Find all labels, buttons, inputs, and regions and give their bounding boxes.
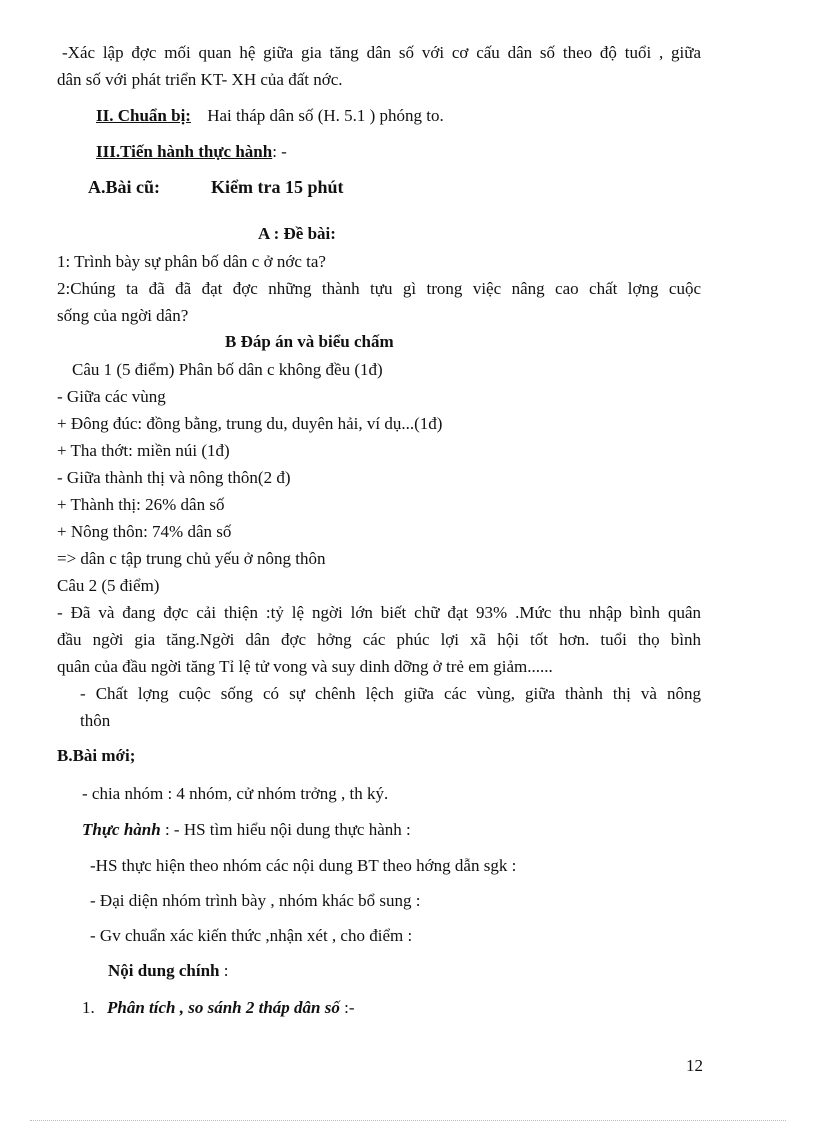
procedure-label: III.Tiến hành thực hành: [96, 142, 273, 161]
main-content-suffix: :: [223, 961, 229, 980]
old-lesson-label: A.Bài cũ:: [88, 177, 160, 197]
answer-line: + Đông đúc: đồng bằng, trung du, duyên hải, ví dụ...(1đ): [57, 414, 443, 433]
item-1-number: 1.: [82, 998, 95, 1017]
answer-2-line-3: quân của đầu ngời tăng Tỉ lệ tử vong và suy dinh dỡng ở trẻ em giảm......: [57, 657, 553, 676]
preparation-row: [96, 106, 444, 126]
practice-label: Thực hành: [82, 820, 161, 839]
practice-row: [82, 820, 411, 840]
answer-2-line-1: - Đã và đang đợc cải thiện :tỷ lệ ngời lớn biết chữ đạt 93% .Mức thu nhập bình quân: [57, 603, 701, 622]
answer-line: => dân c tập trung chủ yếu ở nông thôn: [57, 549, 326, 568]
page-number: 12: [686, 1056, 703, 1075]
group-line: - chia nhóm : 4 nhóm, cử nhóm trởng , th ký.: [82, 784, 389, 803]
new-lesson-label: B.Bài mới;: [57, 746, 136, 765]
step-1: -HS thực hiện theo nhóm các nội dung BT theo hớng dẫn sgk :: [90, 856, 517, 875]
answer-line: Câu 1 (5 điểm) Phân bố dân c không đều (1đ): [72, 360, 383, 379]
step-2: - Đại diện nhóm trình bày , nhóm khác bổ sung :: [90, 891, 421, 910]
footer-rule: [30, 1120, 786, 1121]
exam-heading: A : Đề bài:: [258, 224, 336, 243]
objective-line-1: -Xác lập đợc mối quan hệ giữa gia tăng dân số với cơ cấu dân số theo độ tuổi , giữa: [62, 43, 701, 62]
preparation-text: Hai tháp dân số (H. 5.1 ) phóng to.: [207, 106, 444, 125]
procedure-suffix: : -: [272, 142, 287, 161]
answer-line: + Tha thớt: miền núi (1đ): [57, 441, 230, 460]
exam-question-2-line-2: sống của ngời dân?: [57, 306, 189, 325]
answer-line: + Nông thôn: 74% dân số: [57, 522, 232, 541]
preparation-label: II. Chuẩn bị:: [96, 106, 191, 125]
old-lesson-text: Kiểm tra 15 phút: [211, 177, 344, 197]
procedure-row: [96, 142, 287, 162]
answers-heading: B Đáp án và biểu chấm: [225, 332, 394, 351]
step-3: - Gv chuẩn xác kiến thức ,nhận xét , cho điểm :: [90, 926, 413, 945]
answer-line: - Giữa các vùng: [57, 387, 166, 406]
answer-line: Câu 2 (5 điểm): [57, 576, 160, 595]
objective-line-2: dân số với phát triển KT- XH của đất nớc.: [57, 70, 343, 89]
answer-line: - Giữa thành thị và nông thôn(2 đ): [57, 468, 291, 487]
practice-text: : - HS tìm hiểu nội dung thực hành :: [164, 820, 411, 839]
exam-question-1: 1: Trình bày sự phân bố dân c ở nớc ta?: [57, 252, 326, 271]
answer-2-line-5: thôn: [80, 711, 111, 730]
answer-line: + Thành thị: 26% dân số: [57, 495, 225, 514]
answer-2-line-2: đầu ngời gia tăng.Ngời dân đợc hởng các phúc lợi xã hội tốt hơn. tuổi thọ bình: [57, 630, 701, 649]
main-content-label: Nội dung chính: [108, 961, 220, 980]
old-lesson-row: [88, 177, 344, 197]
item-1-suffix: :-: [344, 998, 355, 1017]
main-content-row: [108, 961, 228, 981]
answer-2-line-4: - Chất lợng cuộc sống có sự chênh lệch giữa các vùng, giữa thành thị và nông: [80, 684, 701, 703]
exam-question-2-line-1: 2:Chúng ta đã đã đạt đợc những thành tựu gì trong việc nâng cao chất lợng cuộc: [57, 279, 701, 298]
item-1-row: [82, 998, 355, 1018]
item-1-text: Phân tích , so sánh 2 tháp dân số: [107, 998, 340, 1017]
